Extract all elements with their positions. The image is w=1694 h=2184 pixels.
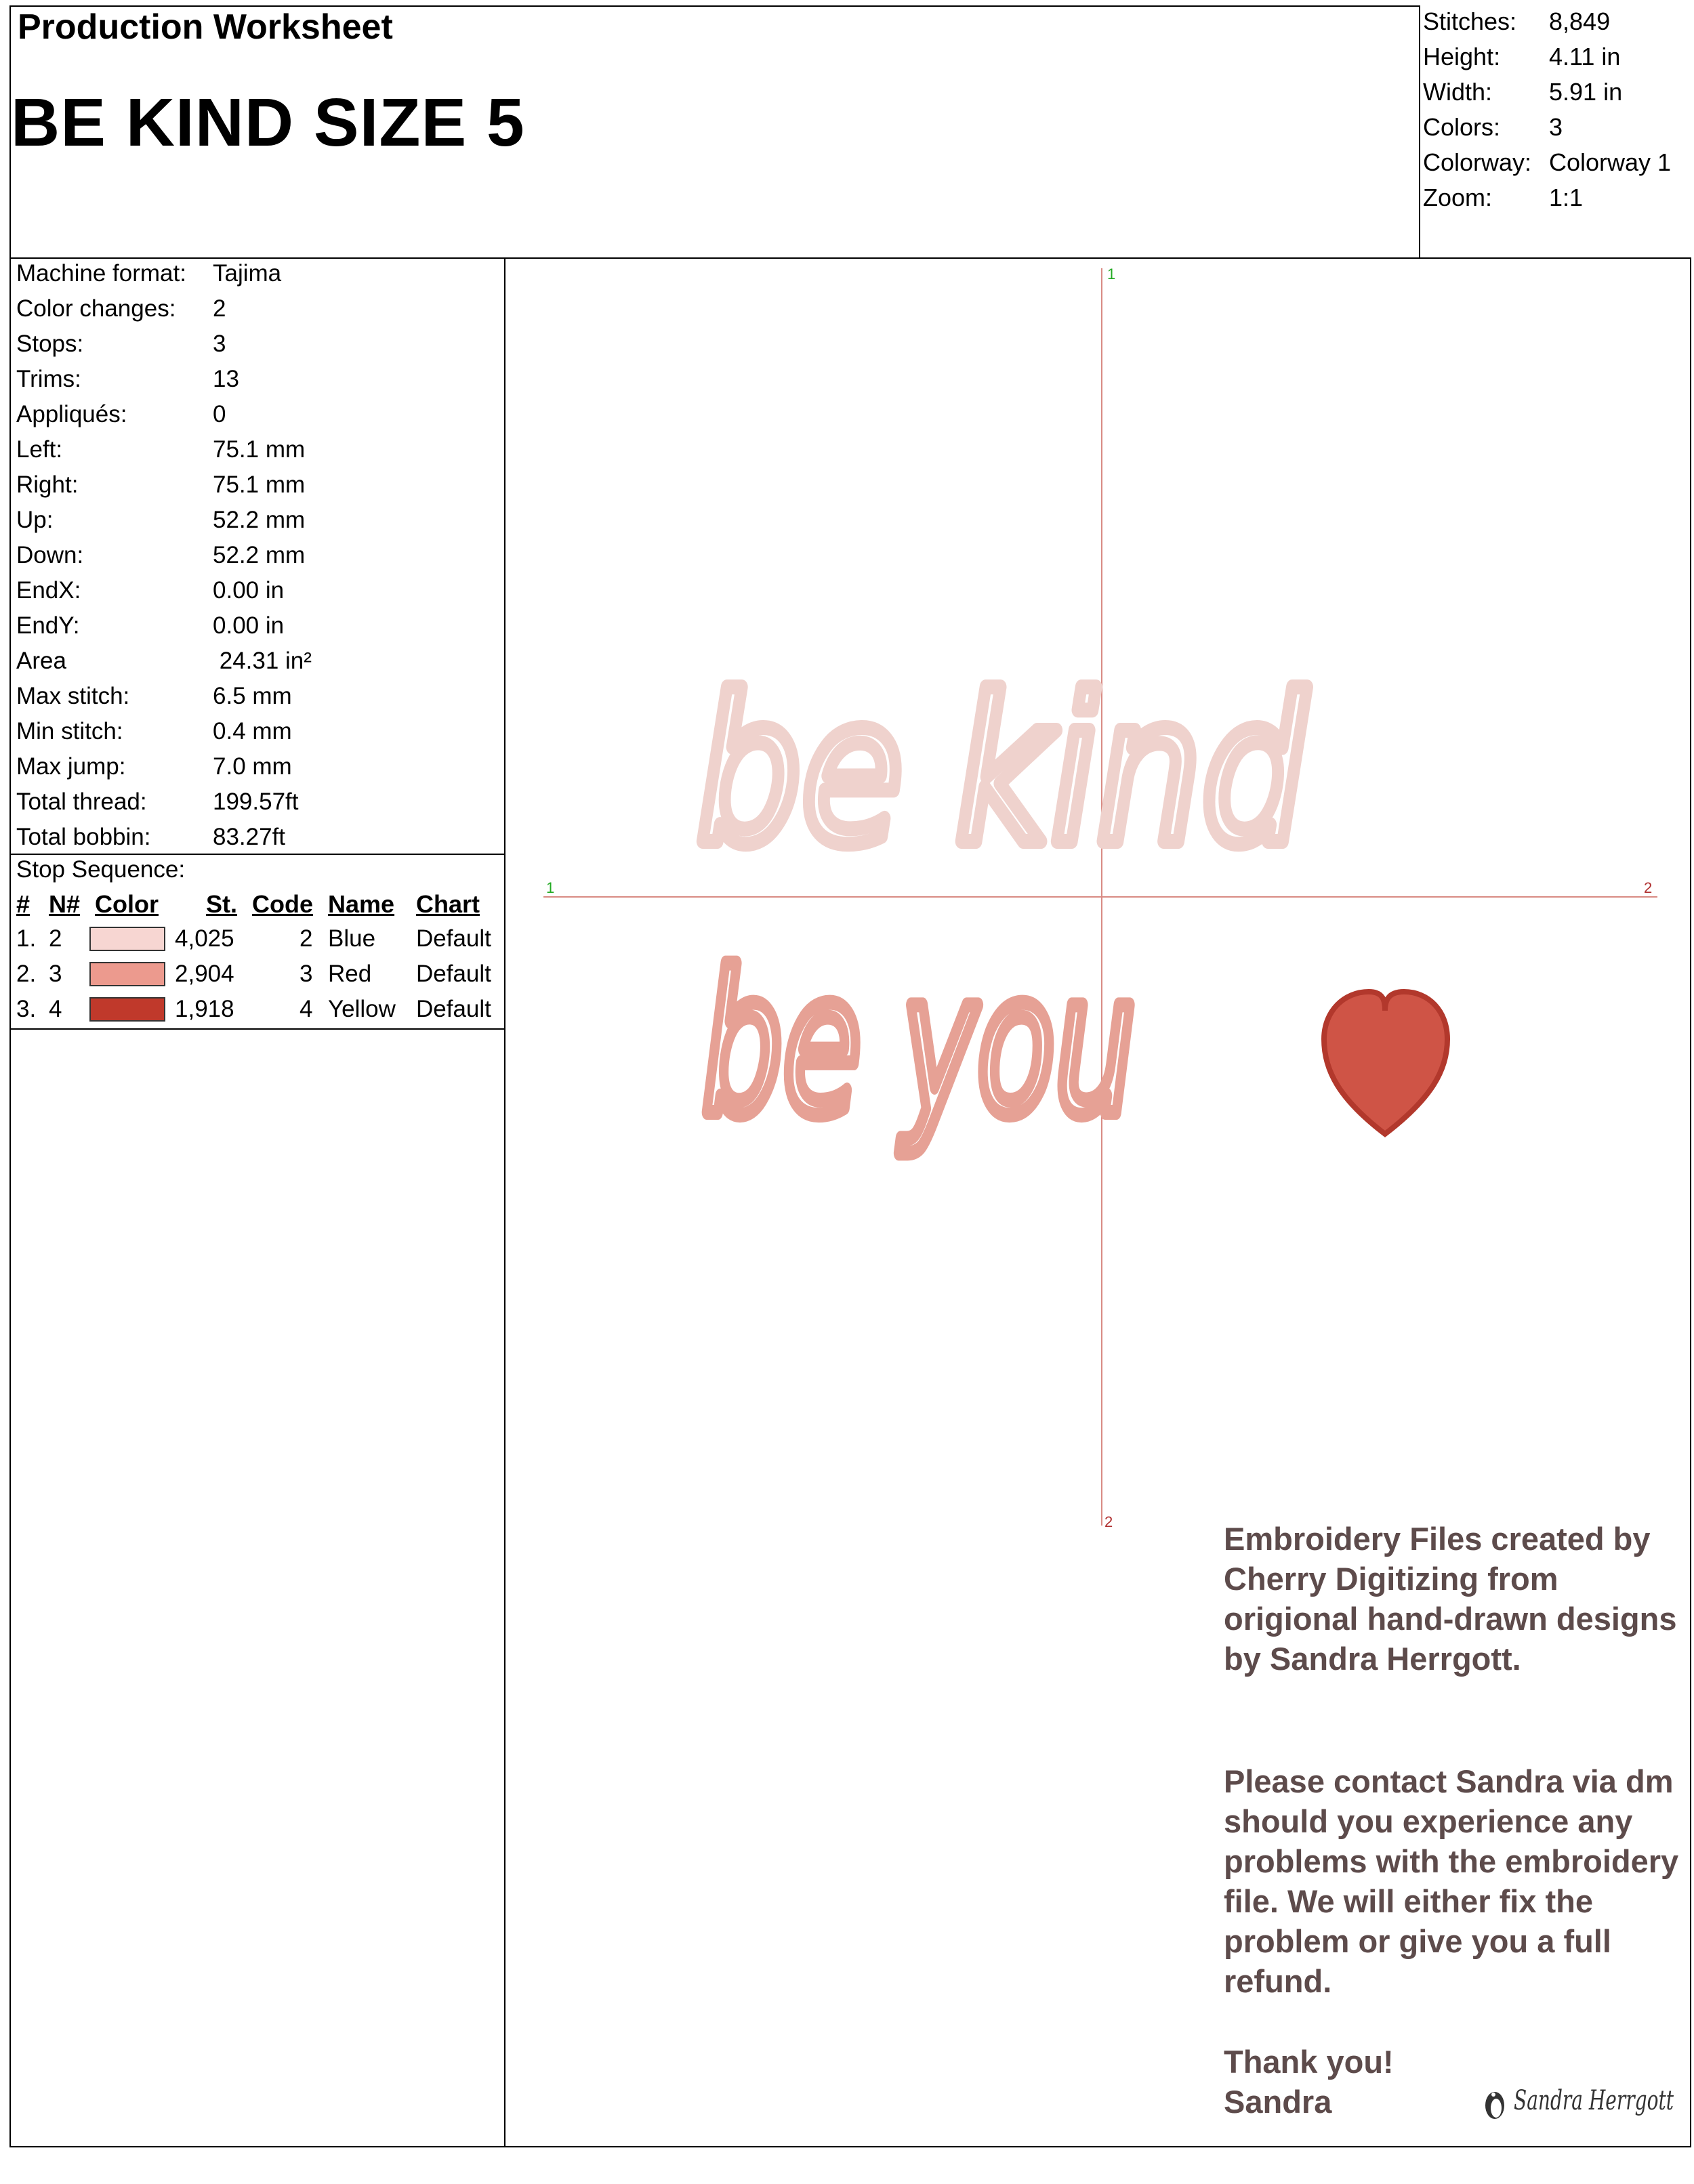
info-value: 75.1 mm	[213, 436, 306, 463]
info-value: 3	[213, 331, 226, 357]
stop-num: 3.	[16, 996, 37, 1022]
info-row	[16, 291, 226, 327]
info-row	[16, 467, 305, 503]
stop-name: Blue	[328, 925, 376, 952]
info-value: 24.31 in²	[213, 648, 312, 674]
axis-label-bottom: 2	[1104, 1513, 1113, 1530]
signature-text: Sandra Herrgott	[1514, 2085, 1674, 2116]
axis-label-top: 1	[1107, 266, 1116, 282]
info-row	[16, 432, 305, 467]
col-header-code: Code	[252, 890, 313, 918]
info-row	[16, 784, 299, 820]
info-row	[16, 503, 305, 538]
notes-credit: Embroidery Files created by Cherry Digitizing from origional hand-drawn designs by Sandra Herrgott.	[1224, 1521, 1677, 1677]
stop-stitches: 1,918	[175, 996, 234, 1022]
info-value: 52.2 mm	[213, 542, 306, 568]
info-value: 13	[213, 366, 239, 392]
stop-box-bottom	[9, 1028, 505, 1030]
axis-label-left: 1	[546, 879, 555, 896]
spec-label: Width:	[1423, 78, 1493, 106]
penguin-icon	[1477, 2078, 1680, 2126]
info-value: 2	[213, 295, 226, 322]
info-label: Max jump:	[16, 753, 126, 780]
info-label: Total thread:	[16, 789, 147, 815]
spec-value: 8,849	[1549, 7, 1611, 35]
design-text-be-you: be you	[702, 931, 1136, 1159]
info-value: Tajima	[213, 260, 282, 287]
spec-value: 4.11 in	[1549, 43, 1621, 70]
spec-label: Height:	[1423, 43, 1501, 70]
info-label: Total bobbin:	[16, 824, 151, 850]
info-label: EndY:	[16, 612, 80, 639]
info-row	[16, 573, 284, 608]
stop-num: 2.	[16, 961, 37, 987]
col-header-name: Name	[328, 890, 395, 918]
design-name-title: BE KIND SIZE 5	[11, 85, 525, 161]
spec-row	[1423, 145, 1671, 180]
info-row	[16, 749, 292, 784]
spec-label: Colorway:	[1423, 148, 1532, 176]
info-value: 0	[213, 401, 226, 427]
info-row	[16, 256, 281, 291]
info-value: 0.00 in	[213, 612, 285, 639]
spec-value: 5.91 in	[1549, 78, 1623, 106]
stop-chart: Default	[416, 925, 491, 952]
info-value: 0.00 in	[213, 577, 285, 604]
info-value: 83.27ft	[213, 824, 286, 850]
stop-stitches: 2,904	[175, 961, 234, 987]
info-value: 6.5 mm	[213, 683, 292, 709]
spec-label: Colors:	[1423, 113, 1501, 141]
info-label: Appliqués:	[16, 401, 127, 427]
info-value: 52.2 mm	[213, 507, 306, 533]
stop-needle: 3	[49, 961, 62, 987]
info-label: EndX:	[16, 577, 81, 604]
info-label: Area	[16, 648, 66, 674]
stop-stitches: 4,025	[175, 925, 234, 952]
stop-chart: Default	[416, 996, 491, 1022]
spec-row	[1423, 110, 1563, 145]
info-label: Stops:	[16, 331, 84, 357]
info-label: Down:	[16, 542, 84, 568]
spec-row	[1423, 39, 1620, 75]
info-label: Color changes:	[16, 295, 176, 322]
info-row	[16, 327, 226, 362]
color-swatch	[89, 997, 165, 1022]
spec-value: 1:1	[1549, 184, 1584, 211]
spec-row	[1423, 180, 1583, 215]
spec-label: Zoom:	[1423, 184, 1493, 211]
spec-row	[1423, 4, 1610, 39]
col-header-st: St.	[206, 890, 238, 918]
info-label: Right:	[16, 471, 79, 498]
info-row	[16, 679, 292, 714]
spec-row	[1423, 75, 1622, 110]
col-header-color: Color	[95, 890, 159, 918]
stop-name: Yellow	[328, 996, 396, 1022]
stop-code: 4	[299, 996, 313, 1022]
info-value: 75.1 mm	[213, 471, 306, 498]
info-row	[16, 362, 239, 397]
signature-logo	[1477, 2078, 1680, 2126]
info-row	[16, 538, 305, 573]
spec-value: 3	[1549, 113, 1563, 141]
info-row	[16, 820, 285, 855]
info-label: Max stitch:	[16, 683, 130, 709]
spec-value: Colorway 1	[1549, 148, 1672, 176]
stop-num: 1.	[16, 925, 37, 952]
col-header-n: N#	[49, 890, 81, 918]
info-value: 7.0 mm	[213, 753, 292, 780]
notes-contact: Please contact Sandra via dm should you experience any problems with the embroidery file. We will either fix the problem or give you a full refund.	[1224, 1763, 1679, 1999]
col-header-num: #	[16, 890, 30, 918]
axis-label-right: 2	[1644, 879, 1653, 896]
design-text-be-kind: be kind	[697, 653, 1308, 889]
stop-chart: Default	[416, 961, 491, 987]
worksheet-title: Production Worksheet	[18, 7, 393, 47]
info-label: Min stitch:	[16, 718, 123, 744]
header-spec-divider	[1419, 5, 1420, 259]
color-swatch	[89, 927, 165, 951]
heart-icon	[1324, 992, 1447, 1134]
stop-needle: 4	[49, 996, 62, 1022]
stop-name: Red	[328, 961, 372, 987]
info-label: Trims:	[16, 366, 81, 392]
stop-needle: 2	[49, 925, 62, 952]
info-label: Machine format:	[16, 260, 186, 287]
spec-label: Stitches:	[1423, 7, 1517, 35]
info-row	[16, 397, 226, 432]
col-header-chart: Chart	[416, 890, 480, 918]
stop-code: 2	[299, 925, 313, 952]
info-value: 199.57ft	[213, 789, 299, 815]
info-row	[16, 644, 312, 679]
stop-code: 3	[299, 961, 313, 987]
notes-thanks: Thank you!	[1224, 2044, 1394, 2080]
info-value: 0.4 mm	[213, 718, 292, 744]
stop-sequence-title: Stop Sequence:	[16, 856, 186, 883]
color-swatch	[89, 962, 165, 986]
info-label: Up:	[16, 507, 54, 533]
info-label: Left:	[16, 436, 63, 463]
notes-sign-name: Sandra	[1224, 2084, 1332, 2120]
info-row	[16, 608, 284, 644]
info-row	[16, 714, 292, 749]
